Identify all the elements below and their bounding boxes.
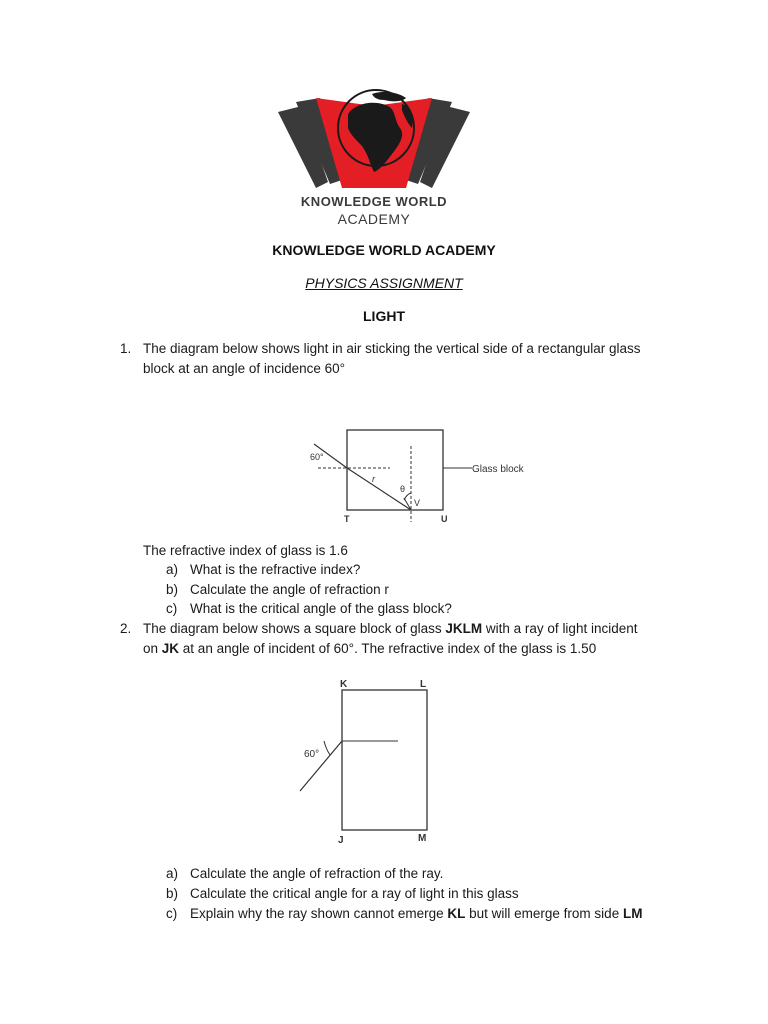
- q2-line2-part-c: at an angle of incident of 60°. The refractive index of the glass is 1.50: [179, 641, 597, 656]
- q1-part-b-text: Calculate the angle of refraction r: [190, 582, 389, 597]
- q2-part-b-text: Calculate the critical angle for a ray of light in this glass: [190, 886, 519, 901]
- q2-text: [143, 619, 673, 659]
- q1-info: The refractive index of glass is 1.6: [143, 543, 348, 558]
- square-glass-block: [342, 690, 427, 830]
- q2-part-c-lm: LM: [622, 906, 643, 921]
- q1-text-line1: The diagram below shows light in air sticking the vertical side of a rectangular glass: [143, 341, 641, 356]
- u-label: U: [441, 514, 448, 524]
- q2-angle-arc: [324, 741, 330, 755]
- q2-part-c-text-c: but will emerge from side: [465, 906, 623, 921]
- q2-diagram: [290, 675, 450, 845]
- j-label: J: [338, 835, 344, 845]
- l-label: L: [420, 679, 427, 690]
- v-label: V: [414, 498, 421, 508]
- q1-text-line2: block at an angle of incidence 60°: [143, 361, 346, 376]
- topic-title: LIGHT: [363, 308, 405, 324]
- q2-line2-jk: JK: [161, 641, 180, 656]
- logo-continent-europe: [372, 92, 406, 101]
- q2-line1-part-c: with a ray of light incident: [482, 621, 638, 636]
- q2-part-c-kl: KL: [447, 906, 466, 921]
- angle-60-label: 60°: [310, 452, 324, 462]
- q2-number: 2.: [120, 621, 132, 636]
- q2-part-c-label: c): [166, 906, 178, 921]
- q1-number: 1.: [120, 341, 132, 356]
- glass-block-label: Glass block: [472, 464, 524, 475]
- q1-part-b-label: b): [166, 582, 179, 597]
- m-label: M: [418, 833, 427, 844]
- q2-angle-60-label: 60°: [304, 749, 320, 760]
- academy-logo: [276, 84, 472, 234]
- glass-block: [347, 430, 443, 510]
- q2-line1-jklm: JKLM: [445, 621, 483, 636]
- q2-part-a-label: a): [166, 866, 179, 881]
- q2-text-line1: [143, 619, 673, 639]
- q2-part-c-text: [190, 904, 642, 924]
- q2-part-b-label: b): [166, 886, 179, 901]
- q2-line2-part-a: on: [143, 641, 162, 656]
- logo-text-line1: KNOWLEDGE WORLD: [300, 194, 448, 209]
- q2-line1-part-a: The diagram below shows a square block of glass: [143, 621, 446, 636]
- school-title: KNOWLEDGE WORLD ACADEMY: [272, 242, 496, 258]
- q2-text-line2: [143, 639, 673, 659]
- q1-part-a-label: a): [166, 562, 179, 577]
- logo-text-line2: ACADEMY: [337, 211, 411, 227]
- q1-part-c-text: What is the critical angle of the glass block?: [190, 601, 452, 616]
- q1-text: [143, 339, 673, 379]
- t-label: T: [344, 514, 350, 524]
- theta-label: θ: [400, 484, 406, 494]
- q1-part-a-text: What is the refractive index?: [190, 562, 361, 577]
- k-label: K: [340, 679, 348, 690]
- q2-part-c-text-a: Explain why the ray shown cannot emerge: [190, 906, 448, 921]
- q1-diagram: [300, 420, 530, 530]
- q2-part-a-text: Calculate the angle of refraction of the ray.: [190, 866, 444, 881]
- subject-title: PHYSICS ASSIGNMENT: [305, 275, 463, 291]
- q1-part-c-label: c): [166, 601, 178, 616]
- r-label: r: [372, 474, 375, 484]
